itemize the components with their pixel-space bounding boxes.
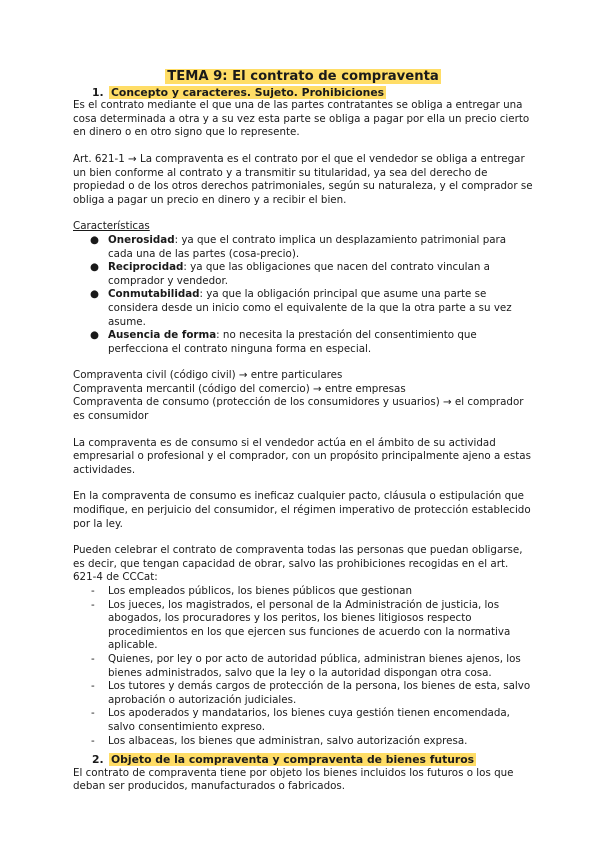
- section-1-heading-text: Concepto y caracteres. Sujeto. Prohibiciones: [111, 85, 385, 99]
- bullet-icon: ●: [90, 329, 99, 342]
- prohibitions-list: [73, 585, 533, 748]
- document-page: [73, 70, 533, 807]
- characteristics-label: Características: [73, 220, 150, 233]
- page-title: [73, 70, 533, 84]
- prohibition-text: Los albaceas, los bienes que administran, salvo autorización expresa.: [108, 734, 468, 747]
- sale-types: [73, 369, 533, 423]
- characteristic-text: : no necesita la prestación del consentimiento que perfecciona el contrato ninguna forma en especial.: [108, 329, 477, 355]
- characteristic-text: : ya que el contrato implica un desplazamiento patrimonial para cada una de las partes (cosa-precio).: [108, 233, 507, 260]
- list-item: [73, 599, 533, 653]
- list-item: [73, 680, 533, 707]
- section-1-number: 1.: [92, 85, 104, 99]
- list-item: [73, 735, 533, 749]
- object-paragraph: El contrato de compraventa tiene por objeto los bienes incluidos los futuros o los que deban ser producidos, manufacturados o fabricados.: [73, 766, 514, 793]
- capacity-paragraph: Pueden celebrar el contrato de compraventa todas las personas que puedan obligarse, es decir, que tengan capacidad de obrar, salvo las prohibiciones recogidas en el art. 621-4 de CCCat:: [73, 544, 523, 584]
- list-item: [73, 585, 533, 599]
- characteristic-term: Reciprocidad: [108, 261, 184, 274]
- list-item: [73, 234, 533, 261]
- prohibition-text: Los apoderados y mandatarios, los bienes cuya gestión tienen encomendada, salvo consentimiento expreso.: [108, 707, 510, 733]
- prohibition-text: Los empleados públicos, los bienes públicos que gestionan: [108, 585, 412, 597]
- dash-icon: -: [91, 680, 95, 693]
- list-item: [73, 329, 533, 356]
- section-2-heading-text: Objeto de la compraventa y compraventa de bienes futuros: [111, 753, 475, 767]
- prohibition-text: Los tutores y demás cargos de protección de la persona, los bienes de esta, salvo aprobación o autorización judiciales.: [108, 680, 531, 706]
- sale-type-consumo: Compraventa de consumo (protección de los consumidores y usuarios) → el comprador es consumidor: [73, 396, 524, 423]
- dash-icon: -: [91, 598, 95, 611]
- list-item: [73, 707, 533, 734]
- bullet-icon: ●: [90, 233, 99, 246]
- title-highlight: TEMA 9: El contrato de compraventa: [167, 69, 439, 84]
- dash-icon: -: [91, 707, 95, 720]
- dash-icon: -: [91, 734, 95, 747]
- dash-icon: -: [91, 652, 95, 665]
- intro-paragraph: Es el contrato mediante el que una de las partes contratantes se obliga a entregar una cosa determinada a otra y a su vez esta parte se obliga a pagar por ella un precio cierto en dinero o en otro signo que lo represente.: [73, 99, 530, 139]
- characteristic-term: Ausencia de forma: [108, 329, 217, 342]
- prohibition-text: Quienes, por ley o por acto de autoridad pública, administran bienes ajenos, los bienes administrados, salvo que la ley o la autoridad dispongan otra cosa.: [108, 652, 521, 679]
- characteristic-text: : ya que las obligaciones que nacen del contrato vinculan a comprador y vendedor.: [108, 261, 490, 287]
- characteristics-list: [73, 234, 533, 356]
- section-1-heading: [73, 86, 533, 100]
- sale-type-mercantil: Compraventa mercantil (código del comercio) → entre empresas: [73, 382, 406, 395]
- list-item: [73, 653, 533, 680]
- section-2-heading: [73, 753, 533, 767]
- article-paragraph: Art. 621-1 → La compraventa es el contrato por el que el vendedor se obliga a entregar un bien conforme al contrato y a transmitir su titularidad, ya sea del derecho de propiedad o de los otros derechos patrimoniales, según su naturaleza, y el comprador se obliga a pagar un precio en dinero y a recibir el bien.: [73, 152, 533, 206]
- bullet-icon: ●: [90, 288, 99, 301]
- ineffective-paragraph: En la compraventa de consumo es ineficaz cualquier pacto, cláusula o estipulación que modifique, en perjuicio del consumidor, el régimen imperativo de protección establecido por la ley.: [73, 490, 531, 530]
- characteristic-term: Conmutabilidad: [108, 288, 200, 301]
- dash-icon: -: [91, 585, 95, 597]
- characteristic-term: Onerosidad: [108, 233, 175, 246]
- sale-type-civil: Compraventa civil (código civil) → entre particulares: [73, 369, 343, 382]
- section-2-number: 2.: [92, 753, 104, 767]
- characteristic-text: : ya que la obligación principal que asume una parte se considera desde un inicio como el equivalente de la que la otra parte a su vez asume.: [108, 288, 512, 328]
- list-item: [73, 261, 533, 288]
- consumer-paragraph: La compraventa es de consumo si el vendedor actúa en el ámbito de su actividad empresarial o profesional y el comprador, con un propósito principalmente ajeno a estas actividades.: [73, 436, 531, 476]
- bullet-icon: ●: [90, 261, 99, 274]
- list-item: [73, 288, 533, 329]
- prohibition-text: Los jueces, los magistrados, el personal de la Administración de justicia, los abogados, los procuradores y los peritos, los bienes litigiosos respecto procedimientos en los que ejercen sus funciones de acuerdo con la normativa aplicable.: [108, 598, 511, 652]
